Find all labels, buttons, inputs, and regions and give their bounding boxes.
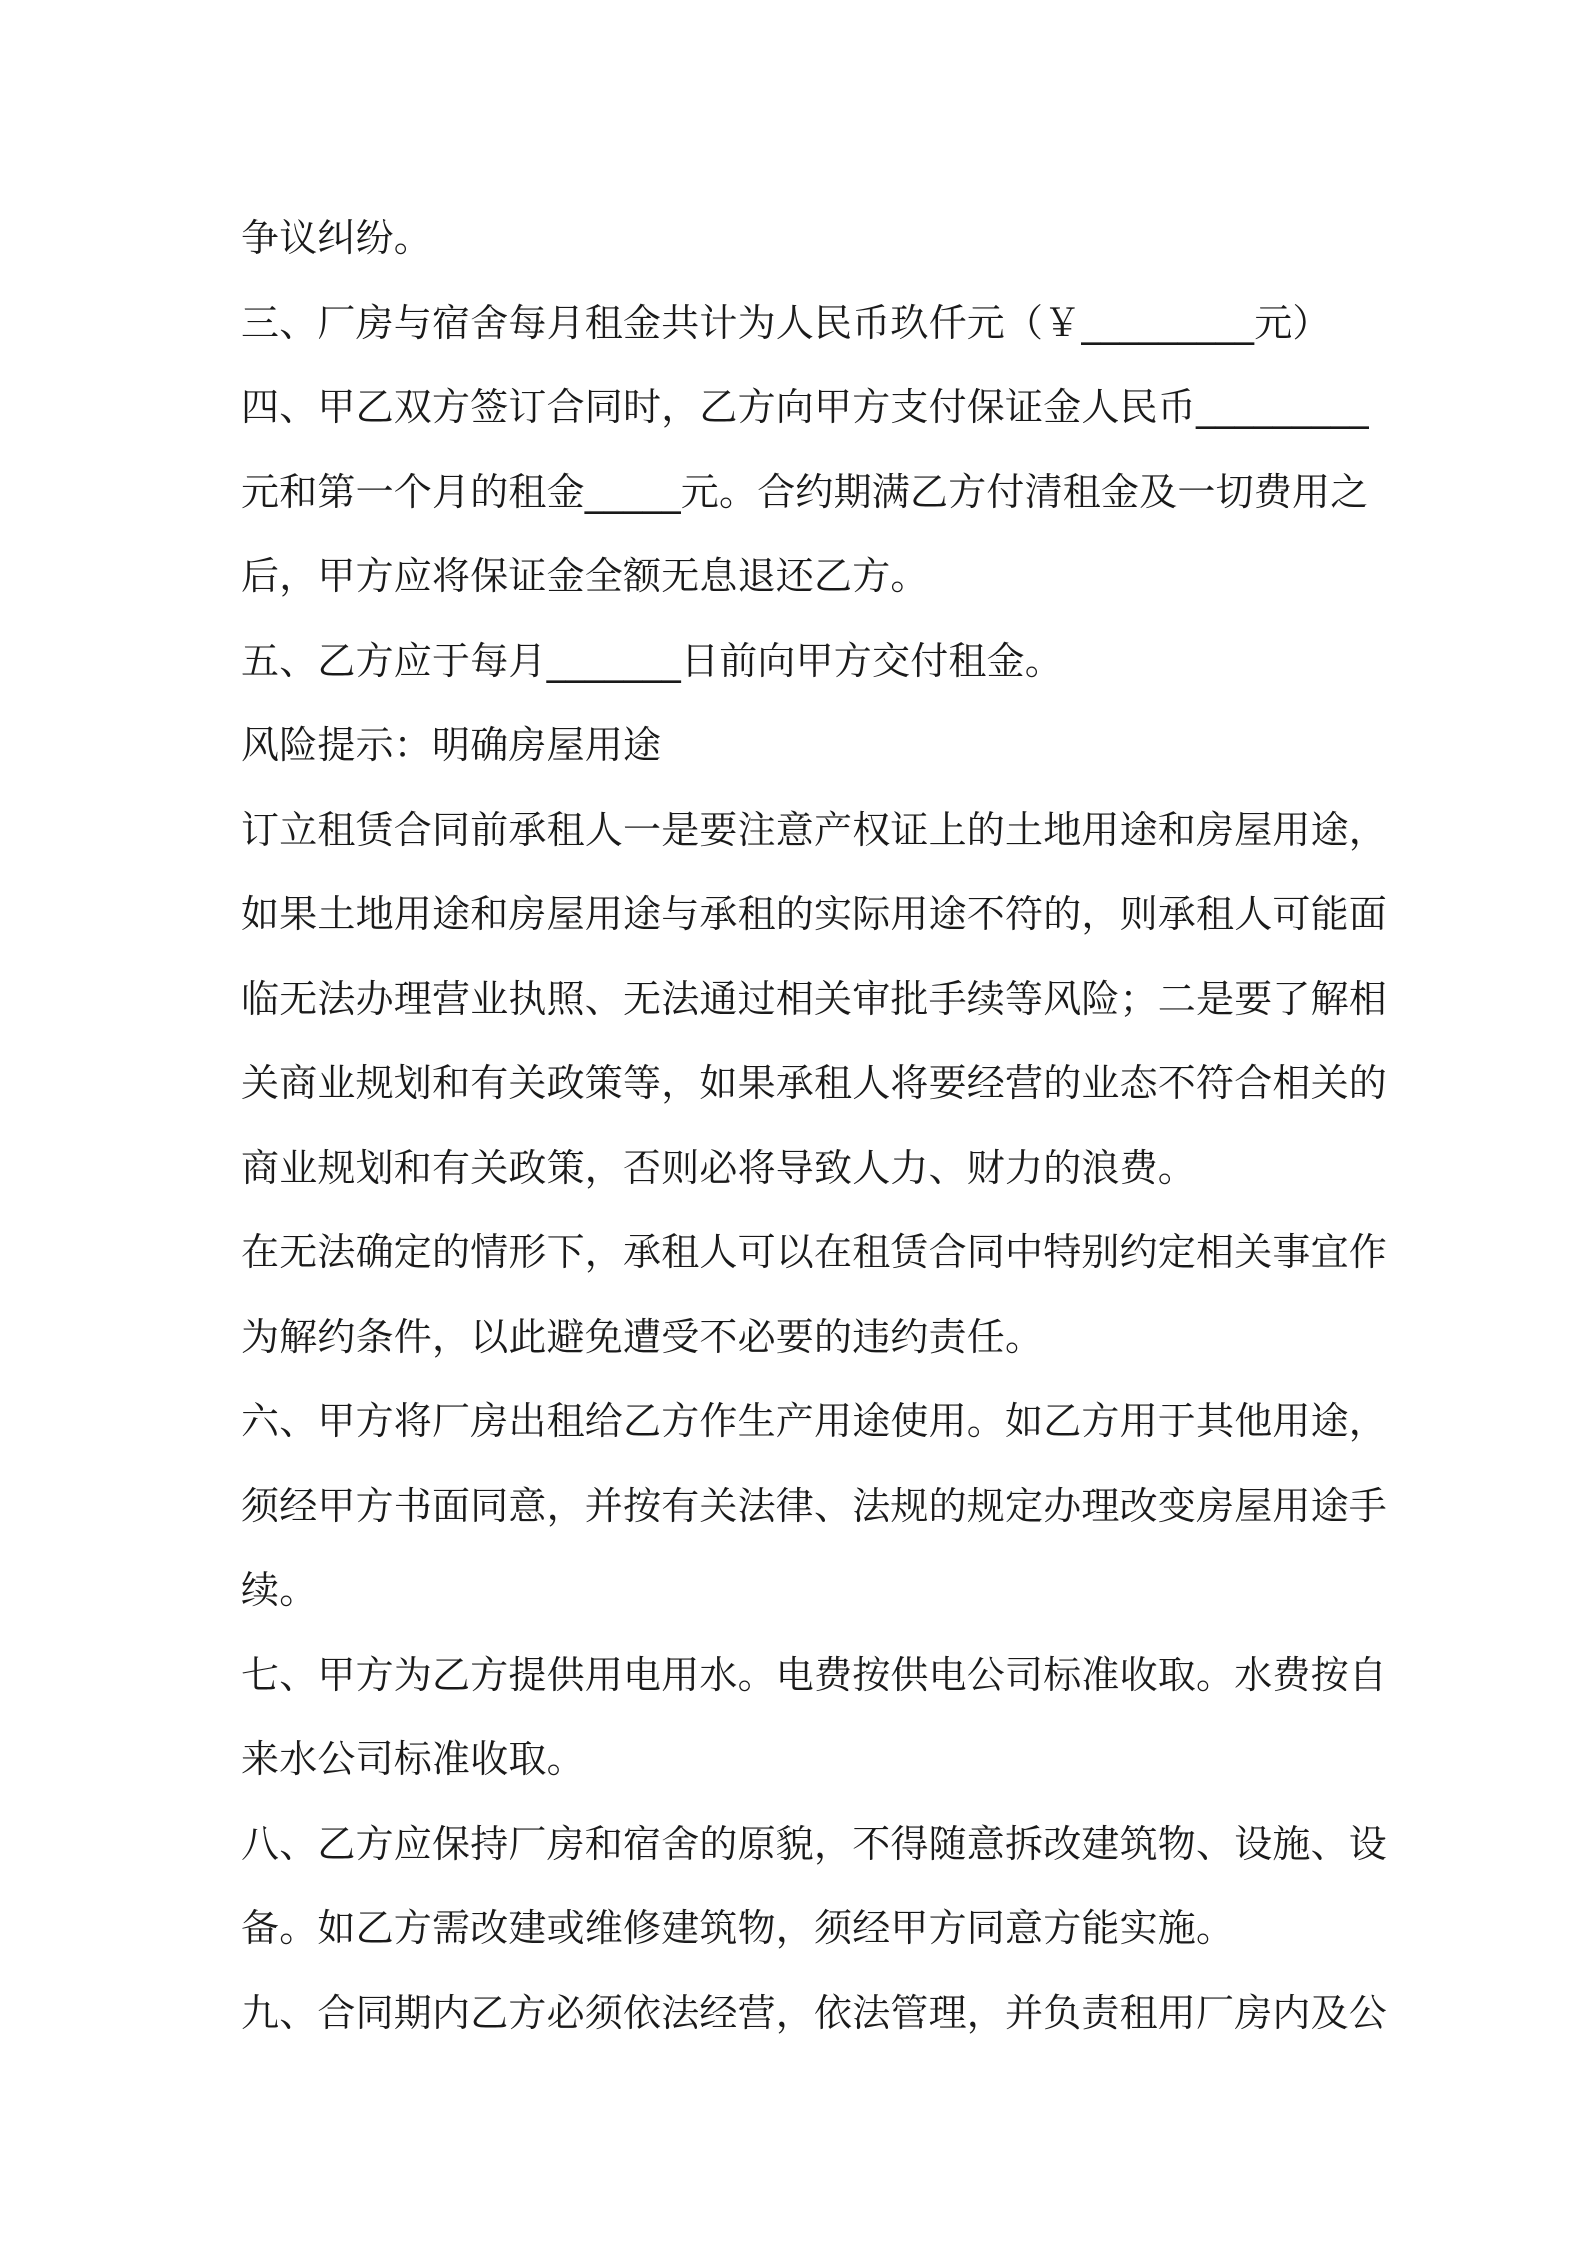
clause-5-line: 五、乙方应于每月_______日前向甲方交付租金。 bbox=[241, 638, 1064, 683]
clause-8-line: 八、乙方应保持厂房和宿舍的原貌，不得随意拆改建筑物、设施、设 bbox=[241, 1821, 1388, 1866]
text-line: 订立租赁合同前承租人一是要注意产权证上的土地用途和房屋用途， bbox=[241, 807, 1388, 852]
clause-6-line: 六、甲方将厂房出租给乙方作生产用途使用。如乙方用于其他用途， bbox=[241, 1399, 1388, 1443]
clause-3-line: 三、厂房与宿舍每月租金共计为人民币玖仟元（￥_________元） bbox=[241, 300, 1331, 345]
risk-notice-heading: 风险提示：明确房屋用途 bbox=[241, 723, 662, 767]
clause-7-line: 七、甲方为乙方提供用电用水。电费按供电公司标准收取。水费按自 bbox=[241, 1652, 1388, 1697]
text-line: 续。 bbox=[241, 1568, 318, 1612]
text-line: 备。如乙方需改建或维修建筑物，须经甲方同意方能实施。 bbox=[241, 1906, 1235, 1950]
clause-9-line: 九、合同期内乙方必须依法经营，依法管理，并负责租用厂房内及公 bbox=[241, 1990, 1388, 2035]
text-line: 为解约条件，以此避免遭受不必要的违约责任。 bbox=[241, 1314, 1044, 1359]
text-line: 如果土地用途和房屋用途与承租的实际用途不符的，则承租人可能面 bbox=[241, 892, 1388, 936]
text-line: 来水公司标准收取。 bbox=[241, 1737, 585, 1781]
text-line: 在无法确定的情形下，承租人可以在租赁合同中特别约定相关事宜作 bbox=[241, 1230, 1388, 1274]
contract-text bbox=[241, 196, 1388, 2055]
text-line: 关商业规划和有关政策等，如果承租人将要经营的业态不符合相关的 bbox=[241, 1061, 1388, 1105]
text-line: 商业规划和有关政策，否则必将导致人力、财力的浪费。 bbox=[241, 1145, 1197, 1190]
text-line: 元和第一个月的租金_____元。合约期满乙方付清租金及一切费用之 bbox=[241, 469, 1369, 514]
clause-4-line: 四、甲乙双方签订合同时，乙方向甲方支付保证金人民币_________ bbox=[241, 385, 1369, 429]
text-line: 须经甲方书面同意，并按有关法律、法规的规定办理改变房屋用途手 bbox=[241, 1483, 1388, 1528]
text-line: 临无法办理营业执照、无法通过相关审批手续等风险；二是要了解相 bbox=[241, 976, 1388, 1021]
text-line: 争议纠纷。 bbox=[241, 216, 433, 260]
text-line: 后，甲方应将保证金全额无息退还乙方。 bbox=[241, 554, 929, 598]
